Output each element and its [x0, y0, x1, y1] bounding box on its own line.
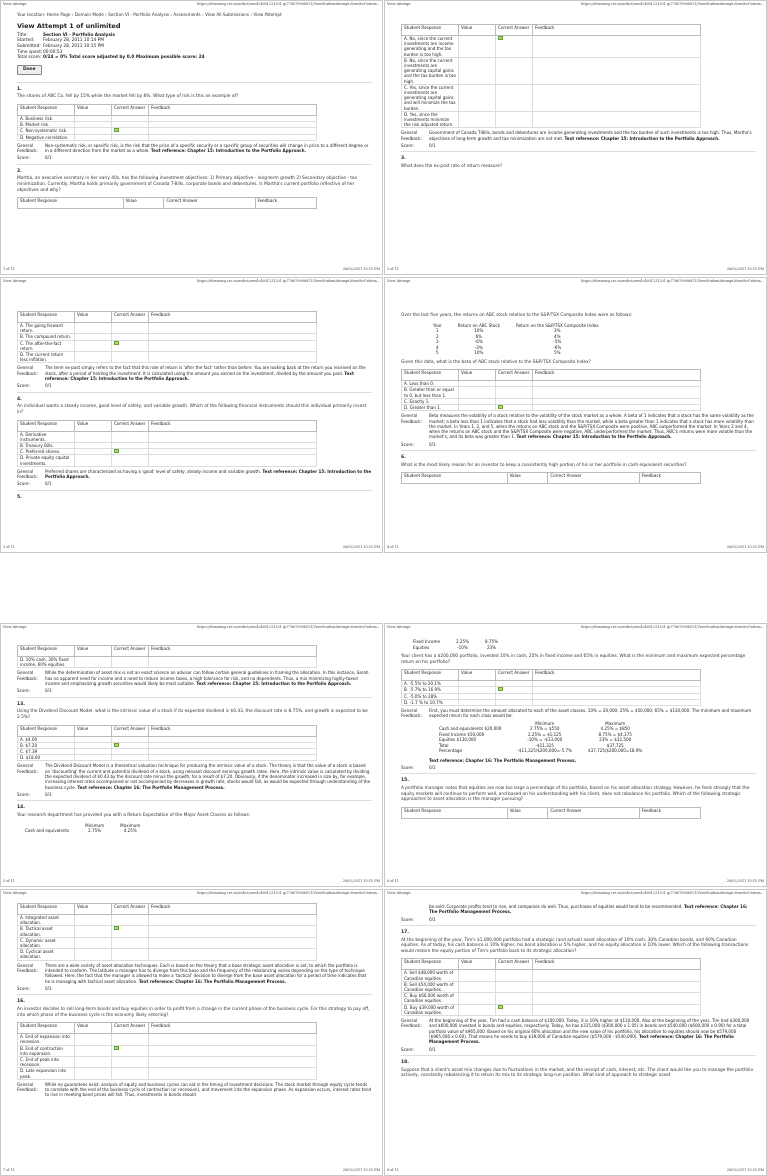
- page-header: View Attempt https://elearning.cei.ca/webct/urw/lc4601231201.tp776679988011/ViewStudentAttempt.dowebct?attem...: [3, 625, 380, 629]
- breadcrumb[interactable]: Your location: Home Page › Domain Mode › Section VI - Portfolio Analysis › Assessments › View All Submissions › View Attempt: [17, 12, 282, 17]
- page-header: View Attempt https://elearning.cei.ca/webct/urw/lc4601231201.tp776679988011/ViewStudentAttempt.dowebct?attem...: [387, 2, 764, 6]
- question-text: At the beginning of the year, Tim's $1,000,000 portfolio had a strategic (and actual) asset allocation of 10% cash, 30% Canadian bonds, and 60% Canadian equities. As of today, his cash balance is 10% higher, his bond allocation is 5% higher, and his equity allocation is 10% lower. Which of the following transactions would restore the equity portion of Tim's portfolio back to its strategic allocation?: [401, 937, 749, 954]
- response-table: Student Response Value Correct Answer Feedback D. 10% cash, 30% fixed income, 60% equities.: [17, 645, 317, 668]
- score-row: Score: 0/1: [401, 1046, 436, 1052]
- general-feedback: General Feedback: The term ex-post simply refers to the fact that this rate of return is 'after the fact' rather than before. You are looking back at the return you received on the stock, after a period of holding the investment. It is calculated using the amount you earned on the investment, divided by the amount you paid. Text reference: Chapter 15: Introduction to the Portfolio Approach.: [17, 365, 366, 382]
- page-header: View Attempt https://elearning.cei.ca/webct/urw/lc4601231201.tp776679988011/ViewStudentAttempt.dowebct?attem...: [3, 279, 380, 283]
- question-text: The shares of ABC Co. fell by 15% while the market fell by 8%. What type of risk is this an example of?: [17, 94, 239, 100]
- score-row: Score: 0/1: [17, 791, 52, 797]
- text-reference: Text reference: Chapter 16: The Portfolio Management Process.: [429, 757, 577, 763]
- asset-class-table: Minimum Maximum Cash and equivalents 2.75% 4.25%: [25, 822, 141, 834]
- returns-table: Year Return on ABC Stock Return on the S&P/TSX Composite Index 1 10% 3% 2 6% 4% 3 -6% -5% 4 -3% -6% 5 10% 5%: [433, 322, 599, 356]
- question-number: 2.: [17, 168, 22, 174]
- question-number: 3.: [401, 156, 406, 162]
- done-button[interactable]: Done: [17, 65, 42, 75]
- score-row: Score: 0/1: [17, 688, 52, 694]
- response-table: Student Response Value Correct Answer Feedback: [17, 197, 317, 209]
- general-feedback: General Feedback: Non-systematic risk, or specific risk, is the risk that the price of a specific security or a specific group of securities will change in price to a different degree or in a different direction from the market as a whole. Text reference: Chapter 15: Introduction to the Portfolio Approach.: [17, 142, 369, 154]
- general-feedback: General Feedback: First, you must determine the amount allocated to each of the asset classes. 10% = 20,000; 25% = $50,000; 65% = $130,000. The minimum and maximum expected return for each class would be:: [401, 708, 752, 719]
- page-3: [0, 277, 383, 553]
- score-row: Score: 0/1: [401, 764, 436, 770]
- question-text: Your research department has provided you with a Return Expectation of the Major Asset Classes as follows:: [17, 812, 251, 818]
- general-feedback: General Feedback: At the beginning of the year, Tim had a cash balance of $100,000. Today, it is 10% higher at $110,000. Also at the beginning of the year, Tim had $300,000 and $600,000 invested in bonds and equities, respectively. Today, he has $315,000 ($300,000 x 1.05) in bonds and $540,000 ($600,000 x 0.90) for a total portfolio value of $965,000. Based on his original 60% allocation and the new value of his portfolio, his allocation to equities should now be $579,000 ($965,000 x 0.60). That means he needs to buy $39,000 of Canadian equities ($579,000 - $540,000). Text reference: Chapter 16: The Portfolio Management Process.: [401, 1018, 750, 1045]
- question-number: 13.: [17, 701, 25, 707]
- page-footer: 4 of 11 28/02/2011 10:15 PM: [387, 545, 764, 549]
- score-row: Score: 0/1: [17, 985, 52, 991]
- page-header: View Attempt https://elearning.cei.ca/webct/urw/lc4601231201.tp776679988011/ViewStudentAttempt.dowebct?attem...: [387, 891, 764, 895]
- question-text: What does the ex-post rate of return measure?: [401, 164, 503, 170]
- score-row: Score: 0/1: [17, 481, 52, 487]
- page-footer: 3 of 11 28/02/2011 10:15 PM: [3, 545, 380, 549]
- page-6: [384, 623, 767, 887]
- response-table: Student Response Value Correct Answer Feedback A. Derivative instruments. B. Treasury Bills. C. Preferred shares. D. Private equity capital investments.: [17, 420, 317, 467]
- info-row: Title: Section VI - Portfolio Analysis: [17, 32, 115, 38]
- header-title: View Attempt: [3, 2, 27, 6]
- question-text: Martha, an executive secretary in her early 40s, has the following investment objectives: 1) Primary objective - long-term growth 2) Secondary objective - tax minimization. Currently, Martha holds primarily government of Canada T-Bills, corporate bonds and debentures. Is Martha's current portfolio reflective of her objectives and why?: [17, 176, 358, 193]
- score-row: Score: 0/1: [17, 155, 52, 161]
- page-8: [384, 889, 767, 1176]
- response-table: Student Response Value Correct Answer Feedback A. No, since the current investments are income generating and the tax burden is too high. B. No, since the current investments are generating capital gains and the tax burden is too high. C. Yes, since the current investments are generating capital gains and will minimize the tax burden. D. Yes, since the investments minimize the risk adjusted return.: [401, 24, 701, 128]
- response-table: Student Response Value Correct Answer Feedback A. Integrated asset allocation. B. Tactical asset allocation. C. Dynamic asset allocation. D. Cyclical asset allocation.: [17, 903, 317, 961]
- page-footer: 1 of 11 28/02/2011 10:15 PM: [3, 267, 380, 271]
- question-number: 1.: [17, 86, 22, 92]
- score-row: Score: 0/1: [401, 916, 436, 922]
- correct-check-icon: [114, 926, 119, 930]
- general-feedback: General Feedback: Beta measures the volatility of a stock relative to the volatility of the stock market as a whole. A beta of 1 indicates that a stock has the same volatility as the market; a beta less than 1 indicates that a stock had less volatility than the market, while a beta greater than 1 indicates that a stock has more volatility than the market. In Years 1, 2, and 5, when the returns on ABC stock and the S&P/TSX Composite were positive, ABC outperformed the market. In Years 3 and 4, when the returns on ABC stock and the S&P/TSX Composite were negative, ABC underperformed the market. Thus, ABC's returns were more volatile than the market's, and its beta was greater than 1. Text reference: Chapter 15: Introduction to the Portfolio Approach.: [401, 413, 754, 440]
- score-row: Score: 0/1: [401, 441, 436, 447]
- question-number: 5.: [17, 494, 22, 500]
- question-text: A portfolio manager notes that equities are now too large a percentage of his portfolio, based on his asset allocation strategy. However, he feels strongly that the equity markets will continue to perform well, and based on his understanding with his client, does not rebalance his portfolio. Which of the following strategic approaches to asset allocation is the manager pursuing?: [401, 785, 750, 803]
- page-1: [0, 0, 383, 275]
- question-text: Over the last five years, the returns on ABC stock relative to the S&P/TSX Composite Index were as follows:: [401, 313, 633, 318]
- response-table: Student Response Value Correct Answer Feedback A. Less than 0. B. Greater than or equal to 0, but less than 1. C. Exactly 1. D. Greater than 1.: [401, 369, 701, 411]
- response-table: Student Response Value Correct Answer Feedback A. End of expansion into recession. B. End of contraction into expansion. C. End of peak into recession. D. Late expansion into peak.: [17, 1022, 317, 1080]
- page-footer: 6 of 11 28/02/2011 10:15 PM: [387, 879, 764, 883]
- response-table: Student Response Value Correct Answer Feedback A. The going forward return. B. The compound return. C. The after-the-fact return. D. The current return less inflation.: [17, 311, 317, 363]
- correct-check-icon: [114, 128, 119, 132]
- general-feedback: General Feedback: Government of Canada T-Bills, bonds and debentures are income generating investments and the tax burden of such investments is too high. Thus, Martha's objectives of long-term growth and tax minimization are not met. Text reference: Chapter 15: Introduction to the Portfolio Approach.: [401, 130, 752, 141]
- response-table: Student Response Value Correct Answer Feedback: [401, 807, 701, 819]
- page-title: View Attempt 1 of unlimited: [17, 21, 121, 30]
- correct-check-icon: [114, 341, 119, 345]
- page-footer: 5 of 11 28/02/2011 10:15 PM: [3, 879, 380, 883]
- question-number: 14.: [17, 805, 25, 811]
- correct-check-icon: [498, 687, 503, 691]
- question-text: An investor decides to sell long-term bonds and buy equities in order to profit from a change in the current phase of the business cycle. For this strategy to pay off, into which phase of the business cycle is the economy likely entering?: [17, 1006, 370, 1018]
- general-feedback-continued: be sold. Corporate profits tend to rise, and companies do well. Thus, purchases of equities would tend to be recommended. Text reference: Chapter 16: The Portfolio Management Process.: [429, 904, 748, 915]
- question-number: 17.: [401, 929, 409, 935]
- info-row: Total score: 0/24 = 0% Total score adjusted by 0.0 Maximum possible score: 24: [17, 55, 205, 61]
- page-header: View Attempt https://elearning.cei.ca/webct/urw/lc4601231201.tp776679988011/ViewStudentAttempt.dowebct?attem...: [3, 891, 380, 895]
- question-text: Given this data, what is the beta of ABC stock relative to the S&P/TSX Composite Index?: [401, 359, 591, 365]
- general-feedback: General Feedback: Preferred shares are characterized as having a 'good' level of safety, steady income and variable growth. Text reference: Chapter 15: Introduction to the Portfolio Approach.: [17, 468, 372, 480]
- page-footer: 7 of 11 28/02/2011 10:15 PM: [3, 1168, 380, 1172]
- asset-class-table: Fixed Income 2.25% 8.75% Equities -10% 23%: [413, 639, 499, 650]
- response-table: Student Response Value Correct Answer Feedback A. Sell $48,000 worth of Canadian equities. B. Sell $54,000 worth of Canadian equities. C. Buy $60,000 worth of Canadian equities. D. Buy $39,000 worth of Canadian equities.: [401, 958, 701, 1016]
- score-row: Score: 0/1: [401, 143, 436, 149]
- info-row: Submitted: February 28, 2011 10:15 PM: [17, 43, 104, 49]
- page-footer: 8 of 11 28/02/2011 10:15 PM: [387, 1168, 764, 1172]
- response-table: Student Response Value Correct Answer Feedback A. -5.5% to 20.1% B. -5.7% to 16.9% C. -5.0% to 28% D. -1.7 % to 10.7%: [401, 669, 701, 706]
- correct-check-icon: [114, 743, 119, 747]
- response-table: Student Response Value Correct Answer Feedback A. Business risk. B. Market risk. C. Non-systematic risk. D. Negative correlation.: [17, 104, 317, 141]
- page-4: [384, 277, 767, 553]
- question-number: 16.: [17, 999, 25, 1005]
- page-header: View Attempt https://elearning.cei.ca/webct/urw/lc4601231201.tp776679988011/ViewStudentAttempt.dowebct?attem...: [387, 625, 764, 629]
- score-row: Score: 0/1: [17, 383, 52, 389]
- correct-check-icon: [498, 405, 503, 409]
- page-header: View Attempt https://elearning.cei.ca/webct/urw/lc4601231201.tp776679988011/ViewStudentAttempt.dowebct?attem...: [387, 279, 764, 283]
- response-table: Student Response Value Correct Answer Feedback A. $4.00 B. $7.20 C. $7.39 D. $18.00: [17, 725, 317, 762]
- page-header: [3, 2, 380, 9]
- question-text: An individual wants a steady income, good level of safety, and variable growth. Which of the following financial instruments should this individual primarily invest in?: [17, 404, 367, 415]
- question-number: 4.: [17, 396, 22, 402]
- general-feedback: General Feedback: There are a wide variety of asset allocation techniques. Each is based on the theory that a base strategic asset allocation is set, to which the portfolio is intended to conform. The latitude a manager has to diverge from this base and the frequency of the rebalancing varies depending on the type of technique followed. Here, the fact that the manager is allowed to make a 'tactical' decision to diverge from the base asset allocation for a period of time indicates that he is managing with tactical asset allocation. Text reference: Chapter 16: The Portfolio Management Process.: [17, 962, 367, 984]
- question-text: Suppose that a client's asset mix changes due to fluctuations in the market, and the receipt of cash, interest, etc. The client would like you to manage the portfolio actively, constantly rebalancing it to return its mix to its strategic long-run position. What kind of approach to strategic asset: [401, 1067, 754, 1079]
- general-feedback: General Feedback: While the determination of asset mix is not an exact science an advisor can follow certain general guidelines in framing the allocation. In this instance, Sarah has no apparent need for income and a need to reduce income taxes, a high tolerance for risk, and no dependents. Thus, a mix minimizing highly-taxed income and emphasizing growth securities would likely be most suitable. Text reference: Chapter 15: Introduction to the Portfolio Approach.: [17, 670, 369, 686]
- question-text: Your client has a $200,000 portfolio, invested 10% in cash, 25% in fixed income and 65% in equities. What is the minimum and maximum expected percentage return on his portfolio?: [401, 654, 746, 665]
- question-number: 6.: [401, 454, 406, 460]
- response-table: Student Response Value Correct Answer Feedback: [401, 472, 701, 484]
- calculation-table: Minimum Maximum Cash and equivalents $20,000 2.75% = $550 4.25% = $850 Fixed Income $50,000 2.25% = $1,125 8.75% = $4,375 Equities $130,000 -10% = -$13,000 23% = $32,500 Total -$11,325 $37,725 Percentage -$11,325/$200,000=-5.7% $37,725/$200,000=18.9%: [439, 720, 643, 754]
- info-row: Started: February 28, 2011 10:14 PM: [17, 38, 104, 44]
- header-url: https://elearning.cei.ca/webct/urw/lc4601231201.tp776679988011/ViewStudentAttempt.dowebct?attem...: [197, 2, 380, 6]
- page-footer: 2 of 11 28/02/2011 10:15 PM: [387, 267, 764, 271]
- question-text: What is the most likely reason for an investor to keep a consistently high portion of his or her portfolio in cash equivalent securities?: [401, 462, 687, 468]
- correct-check-icon: [114, 449, 119, 453]
- general-feedback: General Feedback: While no guarantees exist, analysis of equity and business cycles can aid in the timing of investment decisions. The stock market through equity cycle tends to correlate with the end of the business cycle of contraction (or recession), and movement into the expansion phase. As expansion occurs, interest rates tend to rise in meeting bond prices will fall. Thus, investments in bonds should: [17, 1081, 372, 1098]
- page-7: [0, 889, 383, 1176]
- question-text: Using the Dividend Discount Model, what is the intrinsic value of a stock if its expected dividend is $0.43, the discount rate is 8.75%, and growth is expected to be 2.5%?: [17, 709, 368, 720]
- question-number: 18.: [401, 1059, 409, 1065]
- question-number: 15.: [401, 778, 409, 784]
- info-row: Time spent: 00:00:53: [17, 49, 63, 55]
- page-5: [0, 623, 383, 887]
- correct-check-icon: [498, 1005, 503, 1009]
- general-feedback: General Feedback: The Dividend Discount Model is a theoretical valuation technique for producing the intrinsic value of a stock. The theory is that the value of a stock is based on 'discounting' the current and potential dividend of a stock, using relevant discount earnings growth rates. Here, the intrinsic value is calculated by dividing the expected dividend of $0.43 by the discount rate minus the growth, for a result of $7.20. Obviously, if the denominator increased in size by, for example, increasing interest rates accompanied or not accompanied by decreases in growth rate, stocks would fall, as would be expected through understanding of the business cycle. Text reference: Chapter 16: The Portfolio Management Process.: [17, 763, 371, 790]
- correct-check-icon: [498, 36, 503, 40]
- correct-check-icon: [114, 1046, 119, 1050]
- page-2: [384, 0, 767, 275]
